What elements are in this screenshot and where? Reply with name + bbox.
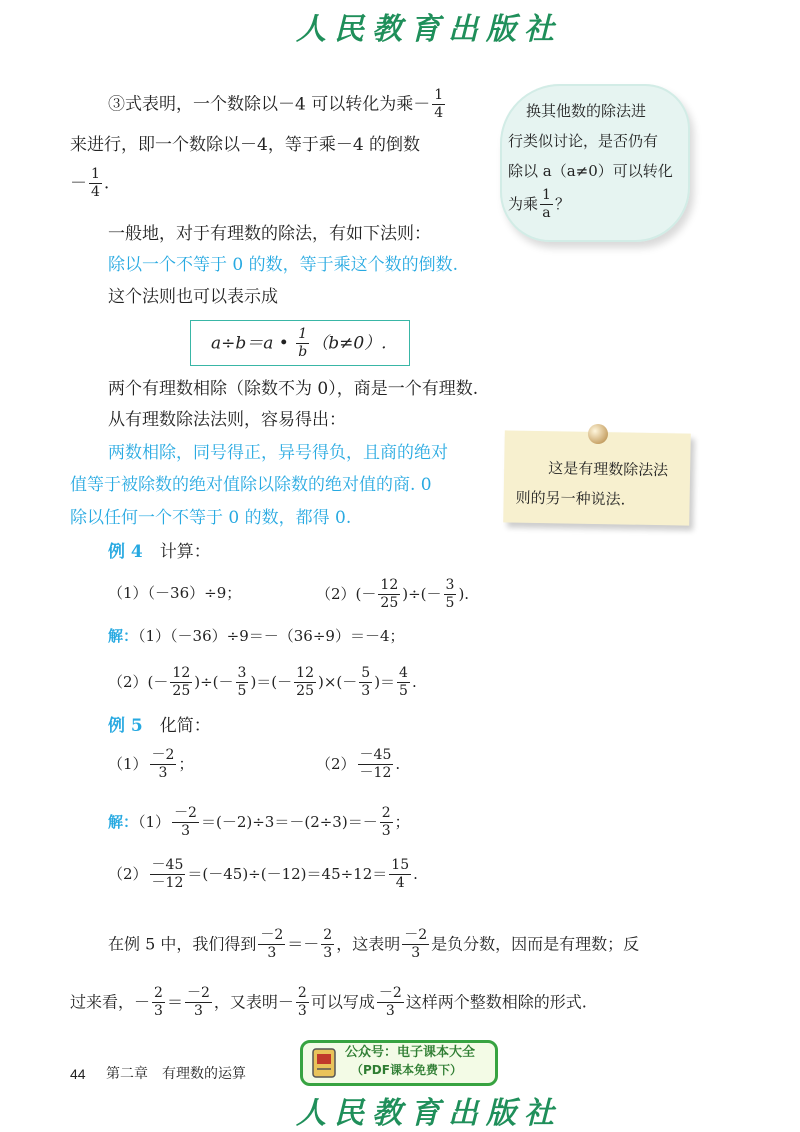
denominator: 25 xyxy=(380,595,399,612)
fraction xyxy=(402,928,429,962)
fraction xyxy=(185,986,212,1020)
denominator: 3 xyxy=(385,1003,395,1020)
text: . xyxy=(395,754,401,773)
division-rule-2: 两数相除，同号得正，异号得负，且商的绝对 xyxy=(108,443,448,463)
text: )×(－ xyxy=(317,672,358,691)
text: （1）（－36）÷9＝－（36÷9）＝－4； xyxy=(138,627,405,645)
text: ？ xyxy=(554,194,570,213)
fraction xyxy=(397,666,410,700)
division-rule-2: 除以任何一个不等于 0 的数，都得 0. xyxy=(70,508,352,528)
numerator: －2 xyxy=(377,986,404,1003)
denominator: 25 xyxy=(296,683,314,700)
problem-1: （1）（－36）÷9； xyxy=(108,584,242,602)
text: （2）(－ xyxy=(108,672,169,691)
fraction xyxy=(540,188,553,222)
text: － xyxy=(70,173,87,194)
fraction xyxy=(236,666,249,700)
solution-1 xyxy=(108,629,405,644)
numerator: －2 xyxy=(150,748,177,765)
numerator: 1 xyxy=(540,188,553,205)
text: ＝ xyxy=(166,992,183,1012)
promo-badge[interactable] xyxy=(300,1040,498,1086)
fraction xyxy=(432,88,445,122)
denominator: 5 xyxy=(237,683,247,700)
paragraph-line xyxy=(108,88,447,122)
numerator: 5 xyxy=(359,666,372,683)
problem-1 xyxy=(108,748,193,782)
denominator: 3 xyxy=(361,683,371,700)
text: )÷(－ xyxy=(402,584,442,603)
numerator: 12 xyxy=(170,666,192,683)
text: . xyxy=(413,864,418,883)
text: （2）(－ xyxy=(316,584,377,603)
example-5-heading xyxy=(108,718,211,735)
numerator: 2 xyxy=(152,986,165,1003)
numerator: －2 xyxy=(185,986,212,1003)
text: 在例 5 中，我们得到 xyxy=(108,934,257,954)
side-note xyxy=(503,430,691,525)
text: a÷b＝a • xyxy=(211,333,295,354)
text: )＝(－ xyxy=(250,672,293,691)
denominator: 3 xyxy=(154,1003,163,1020)
denominator: 3 xyxy=(297,1003,307,1020)
page-number: 44 xyxy=(70,1066,86,1082)
text: ＝(－45)÷(－12)＝45÷12＝ xyxy=(187,864,388,883)
text: （2） xyxy=(316,754,356,773)
example-4-heading xyxy=(108,544,211,561)
text: ③式表明，一个数除以－4 可以转化为乘－ xyxy=(108,94,431,115)
denominator: a xyxy=(542,205,551,222)
fraction xyxy=(380,806,393,840)
fraction xyxy=(296,327,309,361)
paragraph-line xyxy=(70,167,109,201)
denominator: 3 xyxy=(323,945,333,962)
example-label: 例 4 xyxy=(108,542,143,562)
division-rule-2: 值等于被除数的绝对值除以除数的绝对值的商. 0 xyxy=(70,475,432,495)
numerator: 1 xyxy=(432,88,445,105)
numerator: 4 xyxy=(397,666,410,683)
denominator: 4 xyxy=(434,105,444,122)
denominator: 3 xyxy=(381,823,391,840)
paragraph-line: 这个法则也可以表示成 xyxy=(108,287,278,307)
problem-2 xyxy=(316,578,469,612)
text: 过来看，－ xyxy=(70,992,151,1012)
numerator: 3 xyxy=(236,666,249,683)
text: ＝(－2)÷3＝－(2÷3)＝－ xyxy=(200,812,378,831)
numerator: 15 xyxy=(389,858,411,875)
numerator: 1 xyxy=(89,167,102,184)
paragraph-line: 一般地，对于有理数的除法，有如下法则： xyxy=(108,224,431,244)
fraction xyxy=(294,666,316,700)
paragraph-line xyxy=(70,986,587,1020)
denominator: 3 xyxy=(411,945,421,962)
solution-label: 解： xyxy=(108,627,139,645)
formula xyxy=(211,327,387,361)
problem-2 xyxy=(316,748,400,782)
numerator: －45 xyxy=(358,748,394,765)
fraction xyxy=(152,986,165,1020)
badge-line: （PDF课本免费下） xyxy=(351,1063,462,1077)
denominator: 5 xyxy=(399,683,408,700)
numerator: 3 xyxy=(444,578,457,595)
text: （b≠0）. xyxy=(311,333,387,354)
thinking-cloud xyxy=(500,84,690,242)
publisher-logo-bottom: 人民教育出版社 xyxy=(296,1096,562,1131)
paragraph-line: 两个有理数相除（除数不为 0），商是一个有理数. xyxy=(108,379,479,399)
division-rule: 除以一个不等于 0 的数，等于乘这个数的倒数. xyxy=(108,255,459,275)
fraction xyxy=(89,167,102,201)
numerator: 2 xyxy=(380,806,393,823)
fraction xyxy=(444,578,457,612)
denominator: 4 xyxy=(395,875,405,892)
fraction xyxy=(296,986,309,1020)
fraction xyxy=(172,806,199,840)
text: ，这表明 xyxy=(336,934,401,954)
numerator: －45 xyxy=(150,858,186,875)
text: 为乘 xyxy=(508,194,539,213)
text: ). xyxy=(458,584,470,603)
paragraph-line: 来进行，即一个数除以－4，等于乘－4 的倒数 xyxy=(70,135,421,155)
fraction xyxy=(321,928,334,962)
chapter-title: 第二章 有理数的运算 xyxy=(106,1066,246,1082)
text: 这样两个整数相除的形式. xyxy=(405,992,587,1012)
denominator: 25 xyxy=(172,683,191,700)
numerator: 2 xyxy=(296,986,309,1003)
note-line: 则的另一种说法. xyxy=(515,488,626,509)
text: ＝－ xyxy=(287,934,320,954)
fraction xyxy=(378,578,400,612)
cloud-line xyxy=(508,188,570,222)
badge-line: 公众号：电子课本大全 xyxy=(345,1045,476,1060)
text: （2） xyxy=(108,864,148,883)
fraction xyxy=(358,748,394,782)
note-line: 这是有理数除法法 xyxy=(548,459,669,480)
numerator: 12 xyxy=(378,578,400,595)
text: 可以写成 xyxy=(310,992,375,1012)
numerator: －2 xyxy=(258,928,285,945)
paragraph-line xyxy=(108,928,639,962)
text: )÷(－ xyxy=(194,672,234,691)
numerator: 12 xyxy=(294,666,316,683)
fraction xyxy=(377,986,404,1020)
example-title: 计算： xyxy=(159,542,211,562)
fraction xyxy=(359,666,372,700)
denominator: 3 xyxy=(267,945,277,962)
text: ； xyxy=(178,754,194,773)
fraction xyxy=(170,666,192,700)
cloud-line: 换其他数的除法进 xyxy=(526,102,647,120)
denominator: 3 xyxy=(158,765,168,782)
example-title: 化简： xyxy=(159,716,211,736)
example-label: 例 5 xyxy=(108,716,143,736)
book-icon xyxy=(311,1047,337,1079)
text: )＝ xyxy=(374,672,396,691)
fraction xyxy=(258,928,285,962)
formula-box xyxy=(190,320,410,366)
solution-2 xyxy=(108,858,418,892)
denominator: －12 xyxy=(359,765,392,782)
solution-label: 解： xyxy=(108,812,139,831)
numerator: 1 xyxy=(296,327,309,344)
denominator: －12 xyxy=(151,875,184,892)
denominator: 5 xyxy=(445,595,455,612)
cloud-line: 除以 a（a≠0）可以转化 xyxy=(508,162,673,180)
fraction xyxy=(150,748,177,782)
solution-2 xyxy=(108,666,417,700)
numerator: －2 xyxy=(402,928,429,945)
paragraph-line: 从有理数除法法则，容易得出： xyxy=(108,410,346,430)
denominator: 3 xyxy=(193,1003,203,1020)
text: . xyxy=(411,672,417,691)
text: （1） xyxy=(138,812,171,831)
text: . xyxy=(103,173,110,194)
fraction xyxy=(150,858,186,892)
text: 是负分数，因而是有理数；反 xyxy=(431,934,640,954)
numerator: －2 xyxy=(172,806,199,823)
text: ； xyxy=(394,812,410,831)
cloud-line: 行类似讨论，是否仍有 xyxy=(508,132,659,150)
numerator: 2 xyxy=(321,928,334,945)
denominator: b xyxy=(298,344,308,361)
text: （1） xyxy=(108,754,148,773)
pushpin-icon xyxy=(588,424,608,444)
fraction xyxy=(389,858,411,892)
denominator: 4 xyxy=(91,184,100,201)
denominator: 3 xyxy=(181,823,190,840)
text: ，又表明－ xyxy=(213,992,294,1012)
publisher-logo-top: 人民教育出版社 xyxy=(296,12,562,47)
solution-1 xyxy=(108,806,410,840)
